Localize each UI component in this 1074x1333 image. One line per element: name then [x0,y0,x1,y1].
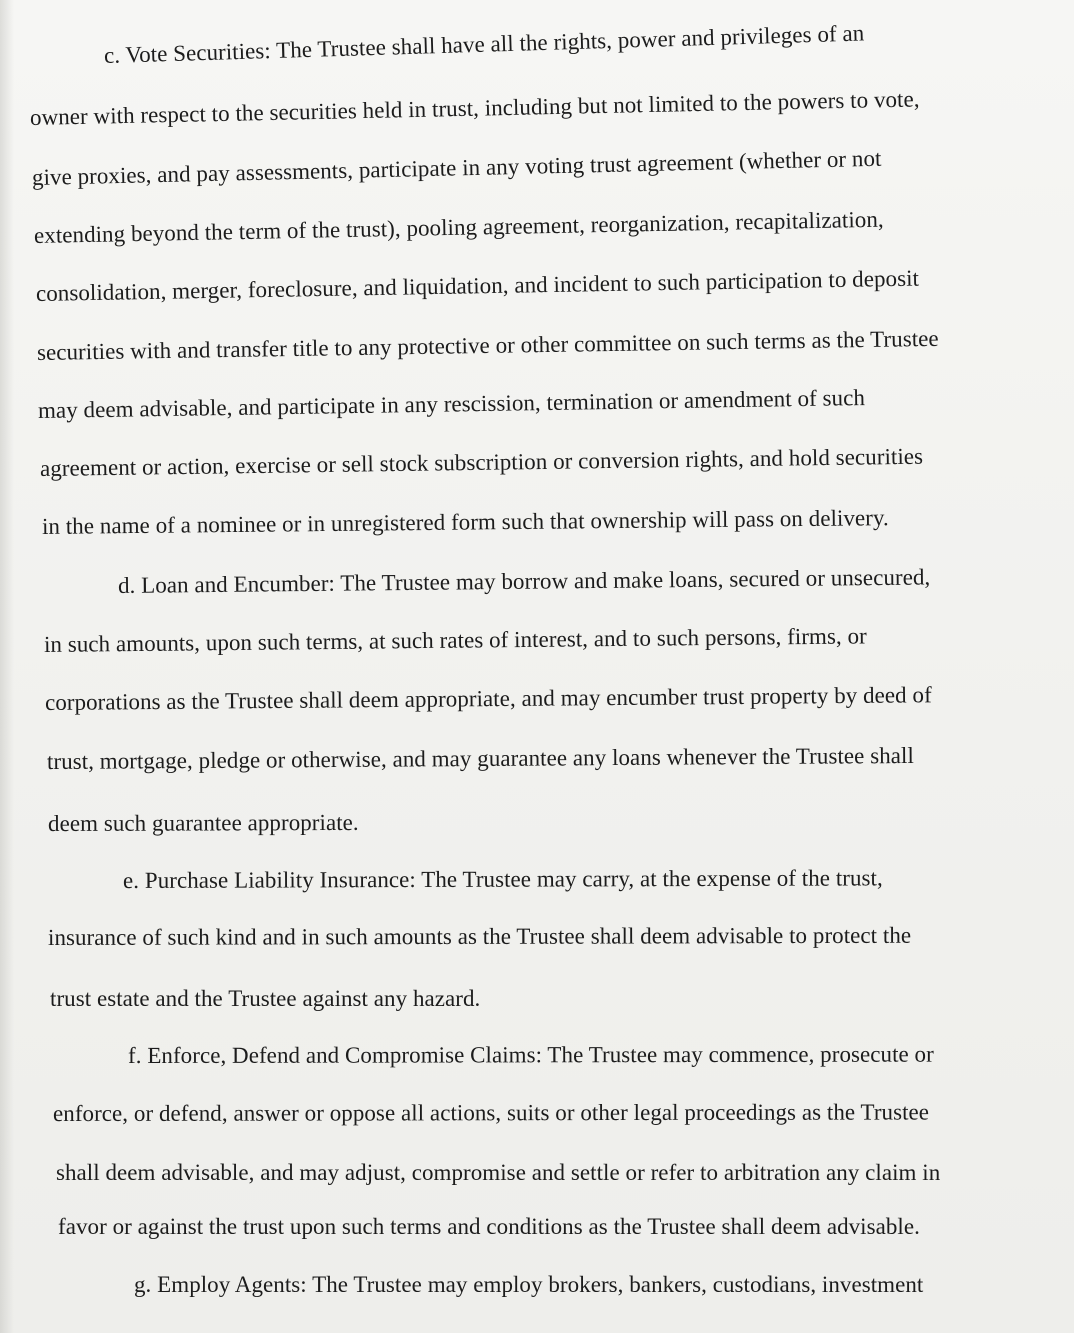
item-d-loan-and-encumber-line-1: d. Loan and Encumber: The Trustee may borrow and make loans, secured or unsecured, [117,564,931,598]
item-f-enforce-defend-compromise-claims-line-1: f. Enforce, Defend and Compromise Claims: The Trustee may commence, prosecute or [127,1041,934,1068]
item-c-line-3: give proxies, and pay assessments, participate in any voting trust agreement (whether or not [31,145,882,190]
item-d-line-2: in such amounts, upon such terms, at such rates of interest, and to such persons, firms, or [43,623,867,657]
item-f-line-3: shall deem advisable, and may adjust, compromise and settle or refer to arbitration any claim in [56,1160,941,1185]
item-e-line-2: insurance of such kind and in such amounts as the Trustee shall deem advisable to protect the [47,922,912,950]
item-c-vote-securities-line-1: c. Vote Securities: The Trustee shall have all the rights, power and privileges of an [103,20,865,68]
page-edge-shadow [0,0,14,1333]
item-e-purchase-liability-insurance-line-1: e. Purchase Liability Insurance: The Trustee may carry, at the expense of the trust, [122,865,883,893]
item-f-line-2: enforce, or defend, answer or oppose all actions, suits or other legal proceedings as the Trustee [52,1099,930,1126]
item-d-line-5: deem such guarantee appropriate. [47,809,359,836]
item-c-line-8: agreement or action, exercise or sell stock subscription or conversion rights, and hold securities [39,443,924,481]
item-e-line-3: trust estate and the Trustee against any hazard. [50,986,481,1011]
item-f-line-4: favor or against the trust upon such terms and conditions as the Trustee shall deem advisable. [58,1214,920,1239]
item-c-line-4: extending beyond the term of the trust), pooling agreement, reorganization, recapitalization, [33,206,884,248]
item-c-line-6: securities with and transfer title to any protective or other committee on such terms as the Trustee [36,325,939,365]
item-d-line-4: trust, mortgage, pledge or otherwise, and may guarantee any loans whenever the Trustee shall [46,742,914,774]
item-c-line-5: consolidation, merger, foreclosure, and liquidation, and incident to such participation to deposit [35,265,920,306]
item-d-line-3: corporations as the Trustee shall deem appropriate, and may encumber trust property by deed of [44,682,932,715]
item-g-employ-agents-line-1: g. Employ Agents: The Trustee may employ brokers, bankers, custodians, investment [134,1272,924,1297]
item-c-line-9: in the name of a nominee or in unregistered form such that ownership will pass on delivery. [41,505,889,539]
item-c-line-7: may deem advisable, and participate in any rescission, termination or amendment of such [37,385,866,423]
item-c-line-2: owner with respect to the securities held in trust, including but not limited to the powers to vote, [29,86,920,130]
